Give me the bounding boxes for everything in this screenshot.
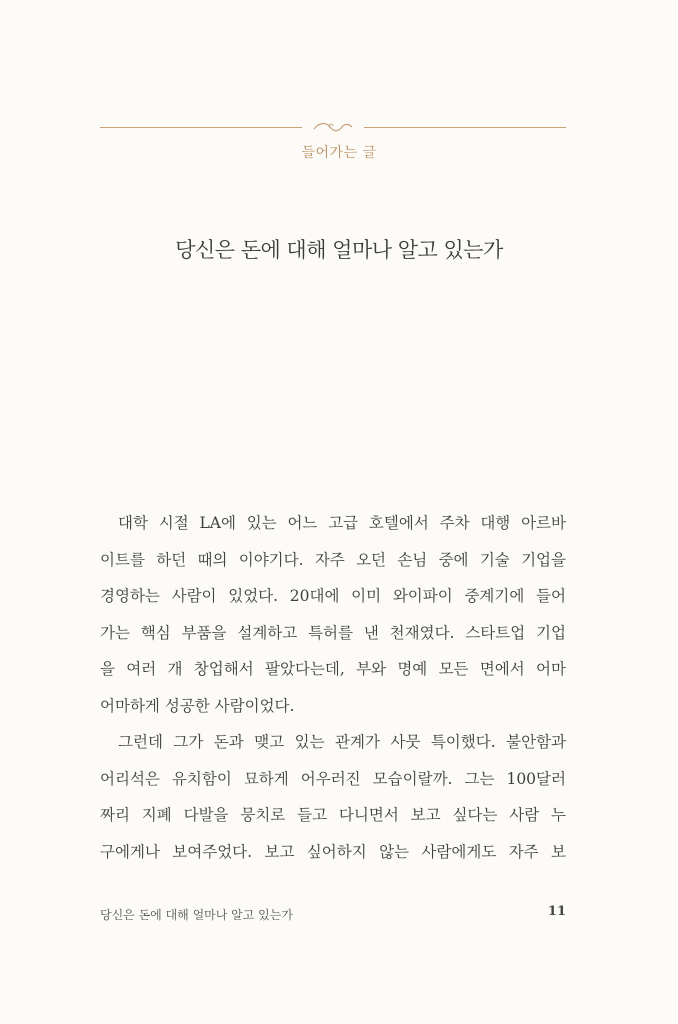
- body-line: 구에게나 보여주었다. 보고 싶어하지 않는 사람에게도 자주 보: [100, 842, 566, 861]
- body-text: [100, 505, 566, 870]
- body-line: 그런데 그가 돈과 맺고 있는 관계가 사뭇 특이했다. 불안함과: [118, 733, 566, 751]
- body-line: 가는 핵심 부품을 설계하고 특허를 낸 천재였다. 스타트업 기업: [100, 623, 566, 642]
- body-line: 경영하는 사람이 있었다. 20대에 이미 와이파이 중계기에 들어: [100, 587, 566, 605]
- flourish-icon: [308, 118, 358, 138]
- body-line: 어마하게 성공한 사람이었다.: [100, 696, 295, 715]
- chapter-title: 당신은 돈에 대해 얼마나 알고 있는가: [175, 238, 503, 262]
- running-footer-title: 당신은 돈에 대해 얼마나 알고 있는가: [100, 908, 293, 922]
- divider-line-left: [100, 127, 302, 128]
- page-number: 11: [547, 904, 566, 919]
- header-ornament-divider: [100, 118, 566, 138]
- divider-line-right: [364, 127, 566, 128]
- body-line: 짜리 지폐 다발을 뭉치로 들고 다니면서 보고 싶다는 사람 누: [100, 806, 566, 824]
- section-label: 들어가는 글: [301, 145, 377, 161]
- body-line: 대학 시절 LA에 있는 어느 고급 호텔에서 주차 대행 아르바: [118, 514, 566, 532]
- body-line: 을 여러 개 창업해서 팔았다는데, 부와 명예 모든 면에서 어마: [100, 660, 566, 678]
- body-line: 어리석은 유치함이 묘하게 어우러진 모습이랄까. 그는 100달러: [100, 769, 566, 788]
- body-line: 이트를 하던 때의 이야기다. 자주 오던 손님 중에 기술 기업을: [100, 550, 566, 569]
